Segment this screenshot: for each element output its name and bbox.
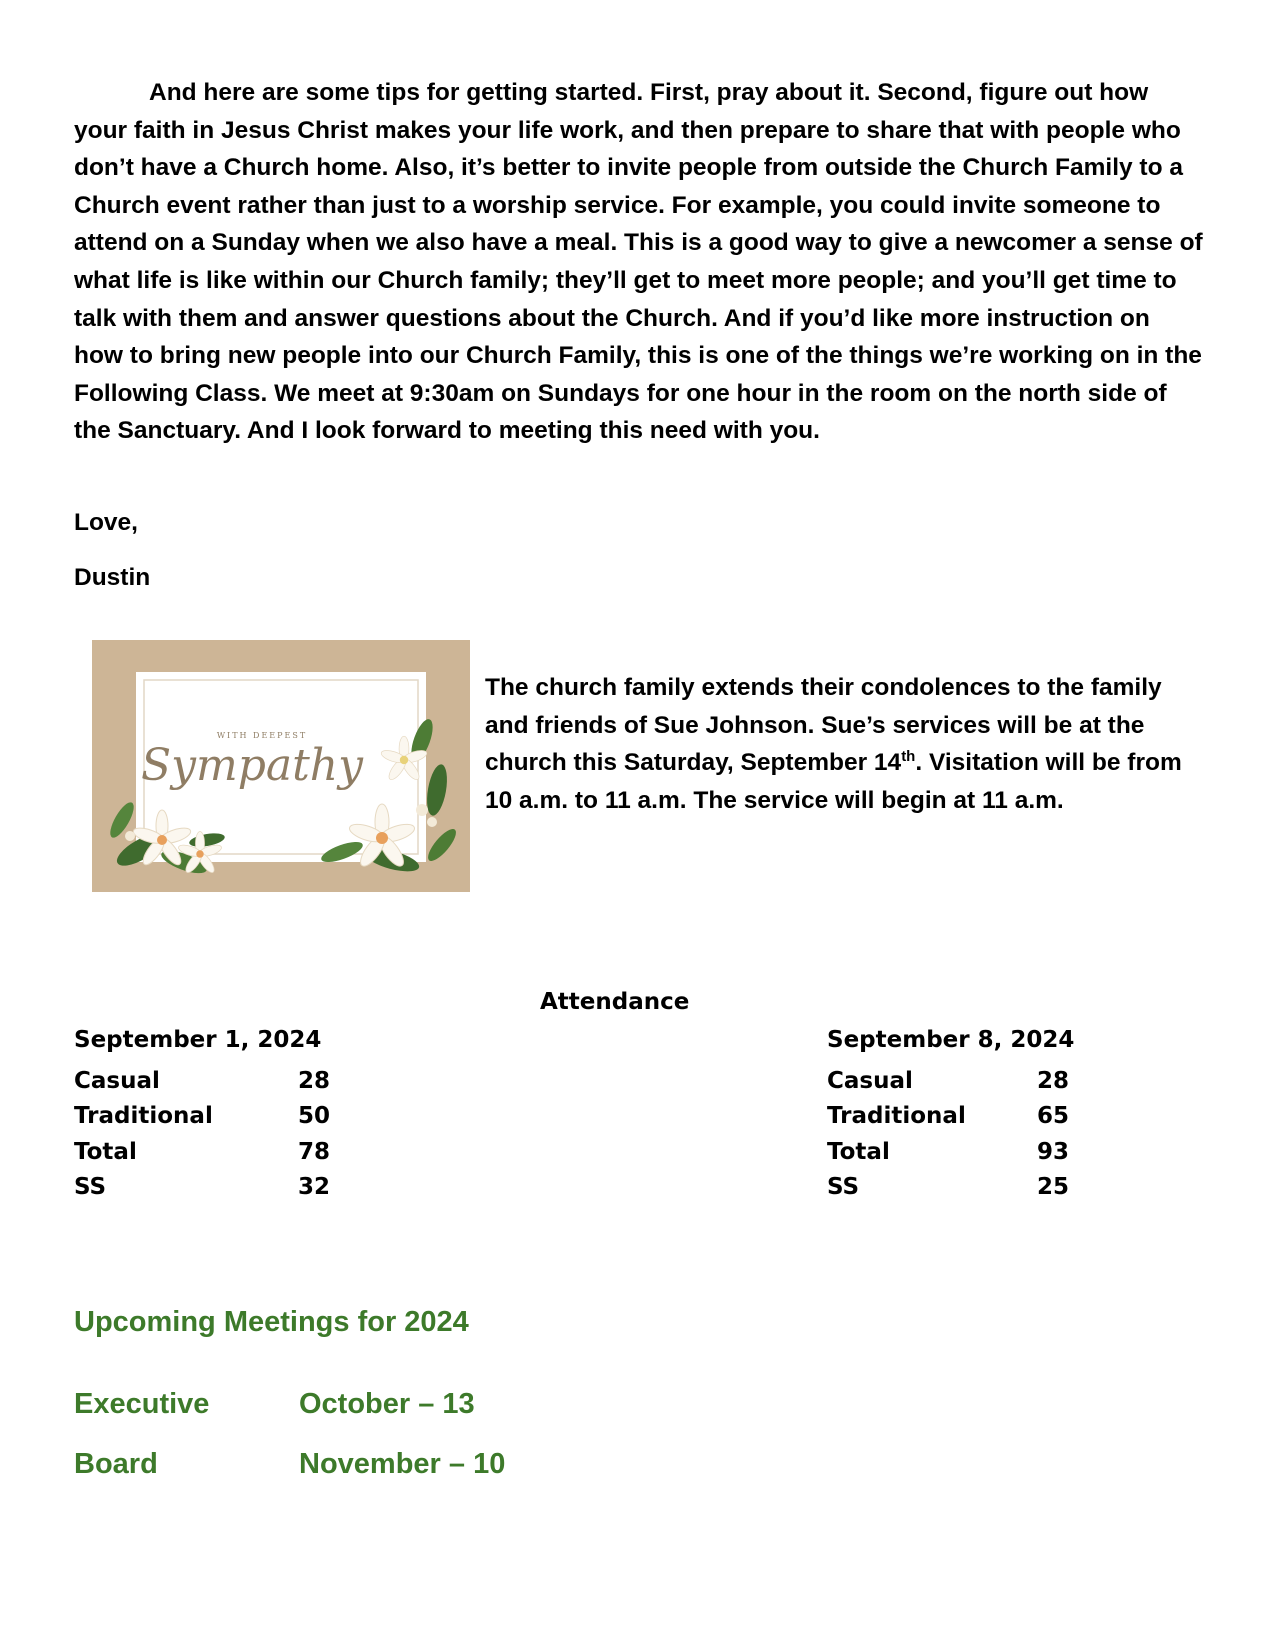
attendance-title: Attendance — [540, 989, 690, 1015]
sympathy-card-image — [92, 640, 470, 892]
condolence-text-part1: The church family extends their condolences to the family and friends of Sue Johnson. Sue’s services will be at the church this Saturday, September 14 — [485, 674, 1162, 777]
attendance-column-sept-8 — [827, 1027, 1074, 1205]
attendance-value: 93 — [1037, 1138, 1070, 1165]
attendance-value: 32 — [298, 1174, 331, 1201]
attendance-label: Casual — [827, 1067, 913, 1094]
letter-signature: Dustin — [74, 564, 151, 591]
attendance-label: SS — [827, 1174, 860, 1201]
attendance-row — [827, 1063, 1074, 1099]
attendance-date: September 8, 2024 — [827, 1027, 1075, 1053]
condolence-text-part2: . Visitation will be from 10 a.m. to 11 a.m. The service will begin at 11 a.m. — [485, 749, 1182, 814]
letter-closing: Love, — [74, 509, 138, 536]
attendance-row — [827, 1134, 1074, 1170]
card-script-text: Sympathy — [141, 740, 363, 791]
attendance-value: 65 — [1037, 1103, 1070, 1130]
meeting-item-executive — [74, 1388, 475, 1421]
attendance-value: 28 — [1037, 1067, 1070, 1094]
attendance-value: 25 — [1037, 1174, 1070, 1201]
meeting-date: November – 10 — [299, 1448, 506, 1480]
attendance-value: 28 — [298, 1067, 331, 1094]
meeting-name: Executive — [74, 1388, 210, 1420]
attendance-row — [74, 1063, 330, 1099]
attendance-label: SS — [74, 1174, 107, 1201]
attendance-column-sept-1 — [74, 1027, 330, 1205]
letter-paragraph — [74, 74, 1204, 450]
attendance-label: Casual — [74, 1067, 160, 1094]
attendance-date: September 1, 2024 — [74, 1027, 322, 1053]
attendance-label: Total — [74, 1138, 137, 1165]
meeting-name: Board — [74, 1448, 158, 1480]
card-small-text: WITH DEEPEST — [216, 731, 308, 740]
attendance-row — [827, 1099, 1074, 1135]
meeting-item-board — [74, 1448, 505, 1481]
meeting-date: October – 13 — [299, 1388, 475, 1420]
attendance-row — [74, 1170, 330, 1206]
attendance-label: Traditional — [827, 1103, 966, 1130]
sympathy-card-illustration — [92, 640, 470, 892]
letter-paragraph-text: And here are some tips for getting started. First, pray about it. Second, figure out how your faith in Jesus Christ makes your life work, and then prepare to share that with people who don’t have a Church home. Also, it’s better to invite people from outside the Church Family to a Church event rather than just to a worship service. For example, you could invite someone to attend on a Sunday when we also have a meal. This is a good way to give a newcomer a sense of what life is like within our Church family; they’ll get to meet more people; and you’ll get time to talk with them and answer questions about the Church. And if you’d like more instruction on how to bring new people into our Church Family, this is one of the things we’re working on in the Following Class. We meet at 9:30am on Sundays for one hour in the room on the north side of the Sanctuary. And I look forward to meeting this need with you. — [74, 79, 1203, 445]
condolence-notice — [485, 669, 1205, 819]
meetings-heading: Upcoming Meetings for 2024 — [74, 1306, 469, 1338]
attendance-row — [74, 1099, 330, 1135]
attendance-value: 50 — [298, 1103, 331, 1130]
attendance-label: Traditional — [74, 1103, 213, 1130]
attendance-row — [827, 1170, 1074, 1206]
attendance-row — [74, 1134, 330, 1170]
condolence-superscript: th — [901, 748, 916, 766]
attendance-value: 78 — [298, 1138, 331, 1165]
attendance-label: Total — [827, 1138, 890, 1165]
